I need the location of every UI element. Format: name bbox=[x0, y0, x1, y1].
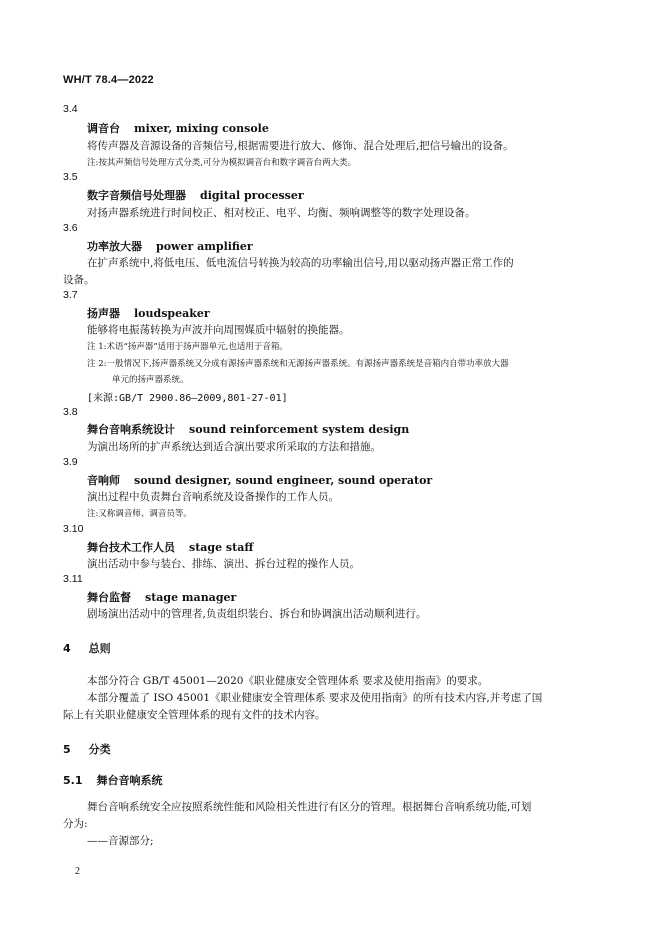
term-note: 注:按其声频信号处理方式分类,可分为模拟调音台和数字调音台两大类。 bbox=[87, 158, 357, 168]
term-en: sound designer, sound engineer, sound operator bbox=[134, 474, 433, 487]
term-heading bbox=[87, 305, 210, 321]
term-definition-cont: 设备。 bbox=[63, 274, 95, 286]
term-cn: 舞台监督 bbox=[87, 591, 131, 604]
term-note-2: 注 2:一般情况下,扬声器系统又分成有源扬声器系统和无源扬声器系统。有源扬声器系统是音箱内自带功率放大器 bbox=[87, 359, 509, 369]
term-definition: 在扩声系统中,将低电压、低电流信号转换为较高的功率输出信号,用以驱动扬声器正常工作的 bbox=[87, 257, 514, 269]
section-number: 4 bbox=[63, 642, 71, 655]
term-heading bbox=[87, 238, 253, 254]
term-en: stage manager bbox=[145, 591, 237, 604]
subsection-heading bbox=[63, 772, 163, 788]
term-definition: 为演出场所的扩声系统达到适合演出要求所采取的方法和措施。 bbox=[87, 441, 381, 453]
term-cn: 音响师 bbox=[87, 474, 120, 487]
term-definition: 将传声器及音源设备的音频信号,根据需要进行放大、修饰、混合处理后,把信号输出的设备。 bbox=[87, 140, 514, 152]
term-cn: 数字音频信号处理器 bbox=[87, 189, 186, 202]
paragraph: 本部分覆盖了 ISO 45001《职业健康安全管理体系 要求及使用指南》的所有技术内容,并考虑了国 bbox=[87, 692, 543, 704]
subsection-title: 舞台音响系统 bbox=[96, 774, 163, 787]
subsection-number: 5.1 bbox=[63, 774, 83, 787]
term-cn: 舞台音响系统设计 bbox=[87, 423, 175, 436]
term-source: [来源:GB/T 2900.86—2009,801-27-01] bbox=[87, 393, 288, 404]
section-heading bbox=[63, 640, 111, 656]
term-number: 3.10 bbox=[63, 523, 84, 535]
term-en: digital processer bbox=[200, 189, 304, 202]
term-en: stage staff bbox=[189, 541, 254, 554]
term-definition: 能够将电振荡转换为声波并向周围媒质中辐射的换能器。 bbox=[87, 324, 350, 336]
term-number: 3.4 bbox=[63, 103, 78, 115]
term-number: 3.7 bbox=[63, 289, 78, 301]
term-number: 3.6 bbox=[63, 222, 78, 234]
term-number: 3.9 bbox=[63, 456, 78, 468]
paragraph-cont: 分为: bbox=[63, 818, 88, 830]
term-cn: 扬声器 bbox=[87, 307, 120, 320]
term-en: sound reinforcement system design bbox=[189, 423, 410, 436]
term-heading bbox=[87, 120, 269, 136]
term-definition: 演出活动中参与装台、排练、演出、拆台过程的操作人员。 bbox=[87, 558, 360, 570]
term-en: mixer, mixing console bbox=[134, 122, 269, 135]
term-cn: 调音台 bbox=[87, 122, 120, 135]
term-definition: 演出过程中负责舞台音响系统及设备操作的工作人员。 bbox=[87, 491, 339, 503]
paragraph-cont: 际上有关职业健康安全管理体系的现有文件的技术内容。 bbox=[63, 709, 326, 721]
list-item: ——音源部分; bbox=[87, 835, 154, 847]
section-number: 5 bbox=[63, 743, 71, 756]
term-heading bbox=[87, 421, 409, 437]
term-number: 3.5 bbox=[63, 171, 78, 183]
term-heading bbox=[87, 472, 432, 488]
page-number: 2 bbox=[75, 866, 80, 877]
section-heading bbox=[63, 741, 111, 757]
term-note: 注:又称调音师、调音员等。 bbox=[87, 509, 192, 519]
term-en: power amplifier bbox=[156, 240, 253, 253]
term-definition: 剧场演出活动中的管理者,负责组织装台、拆台和协调演出活动顺利进行。 bbox=[87, 608, 427, 620]
term-en: loudspeaker bbox=[134, 307, 210, 320]
standard-header: WH/T 78.4—2022 bbox=[63, 74, 154, 86]
term-number: 3.8 bbox=[63, 406, 78, 418]
term-note-2-cont: 单元的扬声器系统。 bbox=[112, 375, 189, 385]
term-heading bbox=[87, 539, 253, 555]
term-heading bbox=[87, 589, 236, 605]
term-definition: 对扬声器系统进行时间校正、相对校正、电平、均衡、频响调整等的数字处理设备。 bbox=[87, 207, 476, 219]
term-note-1: 注 1:术语“扬声器”适用于扬声器单元,也适用于音箱。 bbox=[87, 342, 288, 352]
paragraph: 舞台音响系统安全应按照系统性能和风险相关性进行有区分的管理。根据舞台音响系统功能,可划 bbox=[87, 801, 532, 813]
term-cn: 功率放大器 bbox=[87, 240, 142, 253]
paragraph: 本部分符合 GB/T 45001—2020《职业健康安全管理体系 要求及使用指南》的要求。 bbox=[87, 675, 489, 687]
term-heading bbox=[87, 187, 304, 203]
section-title: 分类 bbox=[88, 743, 111, 756]
term-number: 3.11 bbox=[63, 573, 83, 585]
section-title: 总则 bbox=[88, 642, 111, 655]
term-cn: 舞台技术工作人员 bbox=[87, 541, 175, 554]
